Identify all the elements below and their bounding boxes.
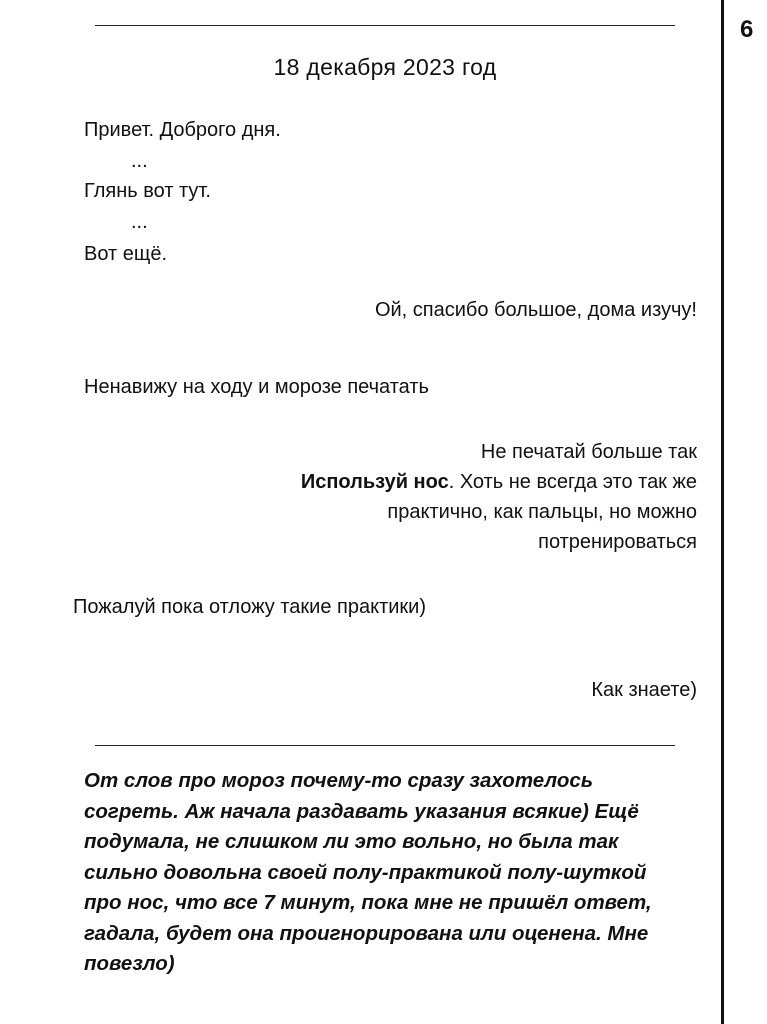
page-number: 6 (740, 16, 754, 43)
message-right-1: Ой, спасибо большое, дома изучу! (374, 299, 697, 321)
ellipsis-1: ... (131, 150, 148, 172)
message-right-3: Как знаете) (591, 679, 697, 701)
bottom-divider (95, 745, 675, 746)
page-edge-line (721, 0, 724, 1024)
message-right-2-line1: Не печатай больше так (480, 441, 697, 463)
message-right-2-bold: Используй нос (300, 471, 449, 493)
message-left-1: Привет. Доброго дня. (84, 119, 281, 141)
message-left-2: Глянь вот тут. (84, 180, 211, 202)
author-comment: От слов про мороз почему-то сразу захотелось согреть. Аж начала раздавать указания всякие) Ещё подумала, не слишком ли это вольно, но была так сильно довольна своей полу-практикой полу-шуткой про нос, что все 7 минут, пока мне не пришёл ответ, гадала, будет она проигнорирована или оценена. Мне повезло) (84, 769, 652, 975)
message-left-5: Пожалуй пока отложу такие практики) (73, 596, 426, 618)
message-left-3: Вот ещё. (84, 243, 167, 265)
top-divider (95, 25, 675, 26)
message-right-2-rest: . Хоть не всегда это так же практично, как пальцы, но можно потренироваться (387, 471, 697, 553)
date-heading: 18 декабря 2023 год (273, 54, 497, 80)
message-right-2 (267, 437, 697, 557)
message-left-4: Ненавижу на ходу и морозе печатать (84, 376, 429, 398)
message-right-2-body (267, 467, 697, 557)
ellipsis-2: ... (131, 211, 148, 233)
